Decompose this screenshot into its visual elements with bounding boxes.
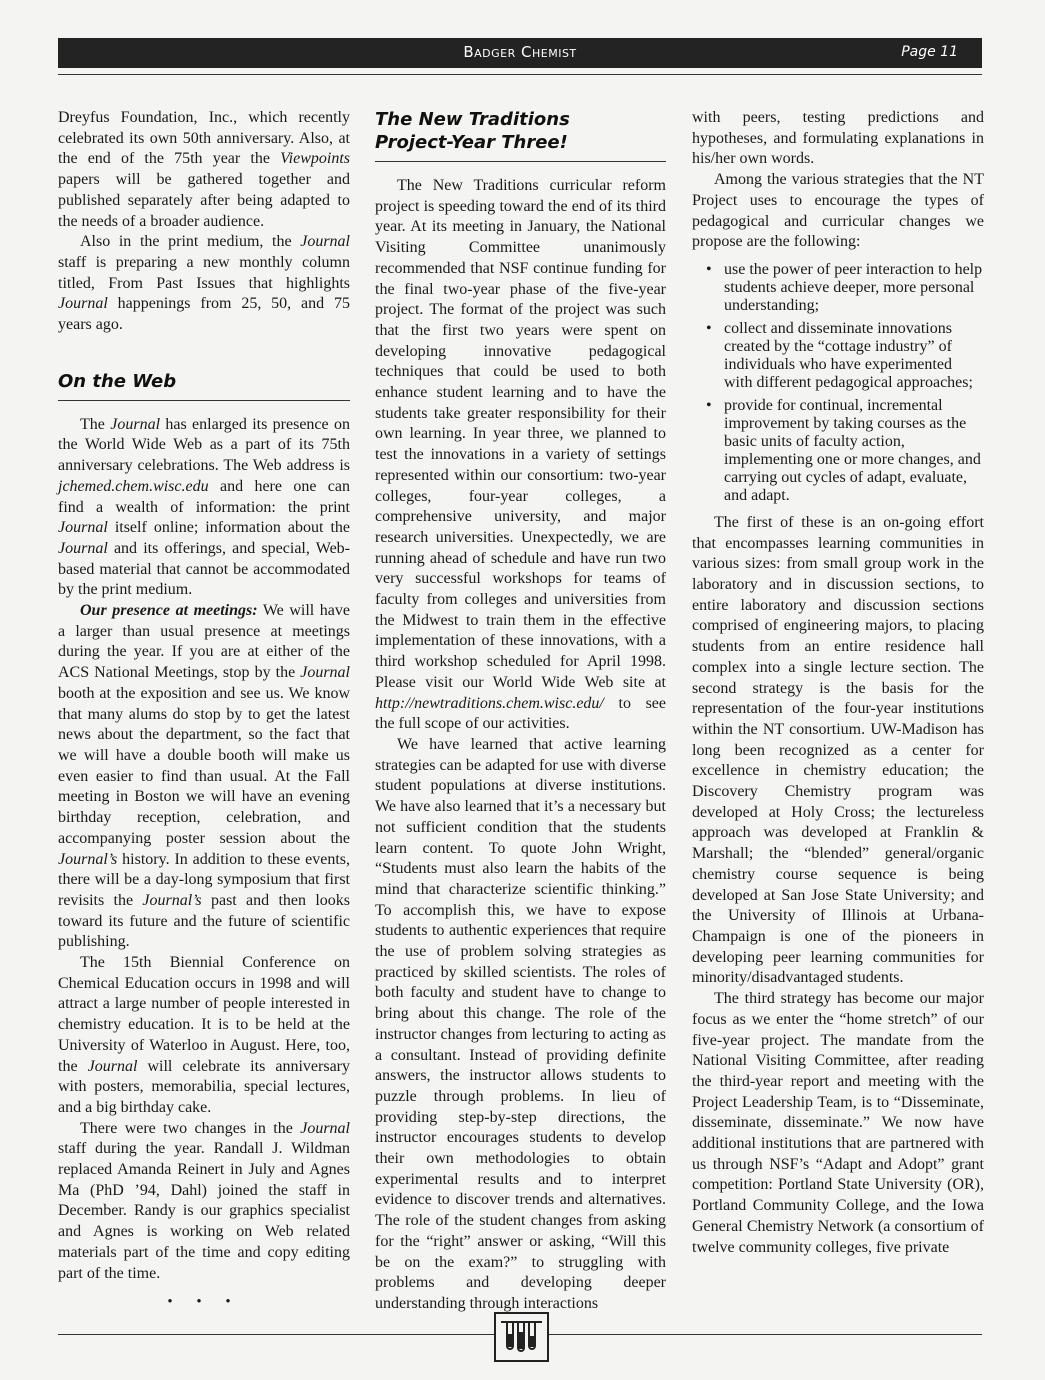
header-divider <box>58 74 982 75</box>
column-1 <box>58 108 350 1313</box>
list-item: • provide for continual, incremental improvement by taking courses as the basic units of faculty action, implementing one or more changes, and carrying out cycles of adapt, evaluate, and adapt. <box>692 397 984 505</box>
test-tubes-logo-icon <box>494 1312 549 1362</box>
paragraph: There were two changes in the Journal staff during the year. Randall J. Wildman replaced Amanda Reinert in July and Agnes Ma (PhD ’94, Dahl) joined the staff in December. Randy is our graphics specialist and Agnes is working on Web related materials part of the time and copy editing part of the time. <box>58 1119 350 1282</box>
paragraph: The third strategy has become our major focus as we enter the “home stretch” of our five-year project. The mandate from the National Visiting Committee, after reading the third-year report and meeting with the Project Leadership Team, is to “Disseminate, disseminate, disseminate.” We now have additional institutions that are partnered with us through NSF’s “Adapt and Adopt” grant competition: Portland State University (OR), Portland Community College, and the Iowa General Chemistry Network (a consortium of twelve community colleges, five private <box>692 990 984 1256</box>
paragraph: Among the various strategies that the NT Project uses to encourage the types of pedagogical and curricular changes we propose are the following: <box>692 171 984 251</box>
paragraph: The Journal has enlarged its presence on the World Wide Web as a part of its 75th anniversary celebrations. The Web address is jchemed.chem.wisc.edu and here one can find a wealth of information: the print Journal itself online; information about the Journal and its offerings, and special, Web-based material that cannot be accommodated by the print medium. <box>58 415 350 599</box>
heading-line: Project-Year Three! <box>375 132 568 153</box>
paragraph: Our presence at meetings: We will have a larger than usual presence at meetings during the year. If you are at either of the ACS National Meetings, stop by the Journal booth at the exposition and see us. We know that many alums do stop by to get the latest news about the department, so the fact that we will have a double booth will make us even easier to find than usual. At the Fall meeting in Boston we will have an evening birthday reception, celebration, and accompanying poster session about the Journal’s history. In addition to these events, there will be a day-long symposium that first revisits the Journal’s past and then looks toward its future and the future of scientific publishing. <box>58 602 351 951</box>
paragraph: The 15th Biennial Conference on Chemical Education occurs in 1998 and will attract a large number of people interested in chemistry education. It is to be held at the University of Waterloo in August. Here, too, the Journal will celebrate its anniversary with posters, memorabilia, special lectures, and a big birthday cake. <box>58 954 350 1116</box>
section-heading-new-traditions <box>375 108 666 154</box>
heading-divider <box>58 400 350 401</box>
list-item: • use the power of peer interaction to help students achieve deeper, more personal understanding; <box>692 261 984 315</box>
list-item: • collect and disseminate innovations created by the “cottage industry” of individuals who have experimented with different pedagogical approaches; <box>692 320 984 392</box>
paragraph: We have learned that active learning strategies can be adapted for use with diverse student populations at diverse institutions. We have also learned that it’s a necessary but not sufficient condition that the students learn content. To quote John Wright, “Students must also learn the habits of the mind that characterize scientific thinking.” To accomplish this, we have to expose students to authentic experiences that require the use of problem solving strategies as practiced by skilled scientists. The roles of both faculty and student have to change to bring about this change. The role of the instructor changes from lecturing to acting as a consultant. Instead of providing definite answers, the instructor allows students to puzzle through problems. In lieu of providing step-by-step directions, the instructor encourages students to develop their own methodologies to obtain experimental results and to interpret evidence to discover trends and alternatives. The role of the student changes from asking for the “right” answer or asking, “Will this be on the exam?” to struggling with problems and developing deeper understanding through interactions <box>375 735 666 1312</box>
running-header <box>58 38 982 68</box>
page-number: Page 11 <box>901 44 958 60</box>
section-end-dots: • • • <box>167 1294 241 1311</box>
column-2 <box>375 108 666 1315</box>
strategy-list <box>692 261 984 505</box>
paragraph: The first of these is an on-going effort that encompasses learning communities in various sizes: from small group work in the laboratory and in discussion sections, to entire laboratory and discussion sections comprised of engineering majors, to placing students from an entire residence hall complex into a single lecture section. The second strategy is the basis for the representation of the four-year institutions within the NT consortium. UW-Madison has long been recognized as a center for excellence in chemistry education; the Discovery Chemistry program was developed at Holy Cross; the lectureless approach was developed at Franklin & Marshall; the “blended” general/organic chemistry course sequence is being developed at San Jose State University; and the University of Illinois at Urbana-Champaign is one of the pioneers in developing peer learning communities for minority/disadvantaged students. <box>692 513 984 987</box>
heading-line: The New Traditions <box>375 109 570 130</box>
paragraph: Also in the print medium, the Journal staff is preparing a new monthly column titled, From Past Issues that highlights Journal happenings from 25, 50, and 75 years ago. <box>58 233 350 334</box>
footer-divider-right <box>549 1334 982 1335</box>
footer-divider-left <box>58 1334 494 1335</box>
section-heading-on-the-web: On the Web <box>58 370 177 392</box>
column-3 <box>692 108 984 1258</box>
paragraph: The New Traditions curricular reform project is speeding toward the end of its third year. At its meeting in January, the National Visiting Committee unanimously recommended that NSF continue funding for the final two-year phase of the five-year project. The format of the project was such that the first two years were spent on developing innovative pedagogical techniques that could be used to both enhance student learning and to have the students take greater responsibility for their own learning. In year three, we planned to test the innovations in a variety of settings represented within our consortium: two-year colleges, four-year colleges, a comprehensive university, and major research universities. Unexpectedly, we are running ahead of schedule and have run two very successful workshops for teams of faculty from colleges and universities from the Midwest to train them in the effective implementation of these innovations, with a third workshop scheduled for April 1998. Please visit our World Wide Web site at http://newtraditions.chem.wisc.edu/ to see the full scope of our activities. <box>375 177 666 733</box>
publication-title: Badger Chemist <box>463 43 577 61</box>
paragraph: Dreyfus Foundation, Inc., which recently celebrated its own 50th anniversary. Also, at the end of the 75th year the Viewpoints papers will be gathered together and published separately after being adapted to the needs of a broader audience. <box>58 109 350 230</box>
heading-divider <box>375 161 666 162</box>
paragraph: with peers, testing predictions and hypotheses, and formulating explanations in his/her own words. <box>692 109 984 168</box>
